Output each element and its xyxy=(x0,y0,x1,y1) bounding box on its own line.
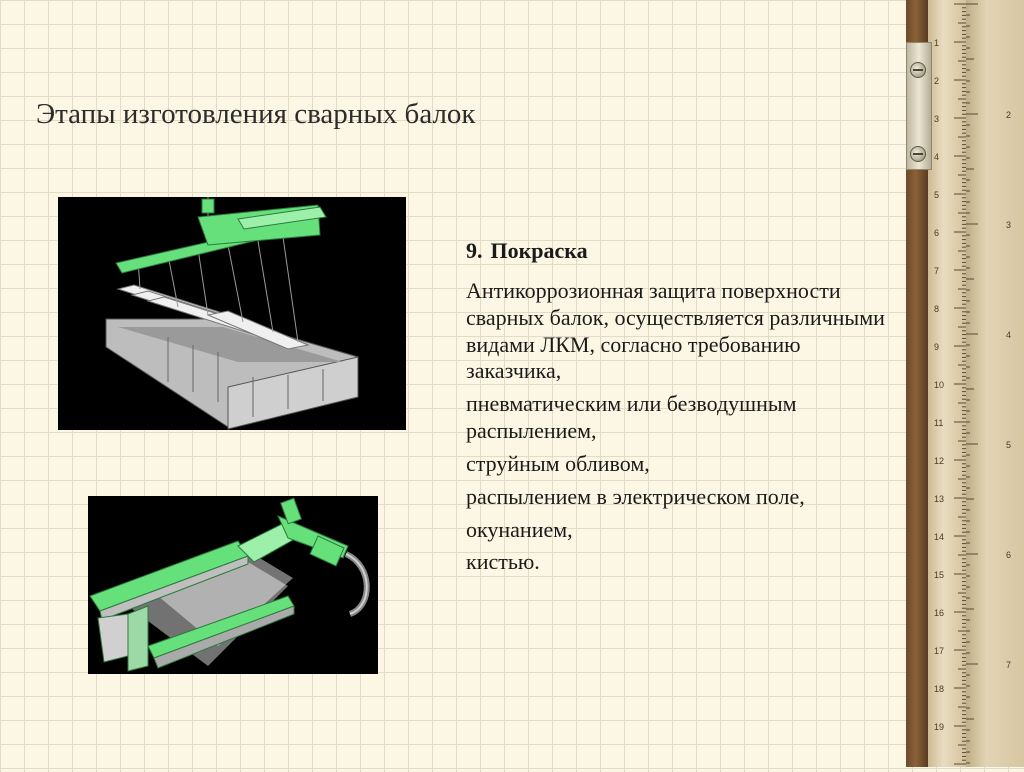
step-number: 9. xyxy=(466,238,483,263)
ruler-left xyxy=(928,0,966,767)
ruler-right xyxy=(966,0,1024,767)
paragraph-electric: распылением в электрическом поле, xyxy=(466,483,805,509)
paragraph-jet: струйным обливом, xyxy=(466,450,650,476)
ruler-number: 15 xyxy=(934,570,945,580)
paragraph-brush: кистью. xyxy=(466,549,540,575)
step-content xyxy=(466,238,886,582)
ruler-number: 7 xyxy=(1006,660,1012,670)
illustration-paint-bath xyxy=(58,197,406,430)
ruler-number: 18 xyxy=(934,684,945,694)
ruler-number: 2 xyxy=(1006,110,1012,120)
ruler-number: 1 xyxy=(934,38,940,48)
slide-title: Этапы изготовления сварных балок xyxy=(36,98,476,130)
ruler-number: 17 xyxy=(934,646,945,656)
ruler-number: 5 xyxy=(934,190,940,200)
paragraph-pneumatic: пневматическим или безводушным распылением, xyxy=(466,391,797,444)
ruler-number: 8 xyxy=(934,304,940,314)
ruler-number: 5 xyxy=(1006,440,1012,450)
ruler-number: 6 xyxy=(1006,550,1012,560)
ruler-number: 12 xyxy=(934,456,945,466)
screw-icon xyxy=(910,146,926,162)
ruler-number: 4 xyxy=(1006,330,1012,340)
screw-icon xyxy=(910,62,926,78)
ruler-number: 14 xyxy=(934,532,945,542)
ruler-number: 16 xyxy=(934,608,945,618)
ruler-number: 7 xyxy=(934,266,940,276)
ruler-left-scale xyxy=(928,0,966,767)
ruler-number: 10 xyxy=(934,380,945,390)
illustration-spray-painting xyxy=(88,496,378,674)
ruler-number: 9 xyxy=(934,342,940,352)
ruler-number: 3 xyxy=(934,114,940,124)
ruler-number: 3 xyxy=(1006,220,1012,230)
ruler-number: 2 xyxy=(934,76,940,86)
ruler-number: 13 xyxy=(934,494,945,504)
paragraph-dipping: окунанием, xyxy=(466,516,573,542)
ruler-number: 19 xyxy=(934,722,945,732)
paragraph-main: Антикоррозионная защита поверхности сварных балок, осуществляется различными видами ЛКМ, согласно требованию заказчика, xyxy=(466,278,885,384)
ruler-right-scale xyxy=(966,0,1024,767)
step-name: Покраска xyxy=(490,238,588,263)
ruler-number: 11 xyxy=(934,418,944,428)
ruler-number: 6 xyxy=(934,228,940,238)
ruler-number: 4 xyxy=(934,152,940,162)
step-heading xyxy=(466,238,886,264)
